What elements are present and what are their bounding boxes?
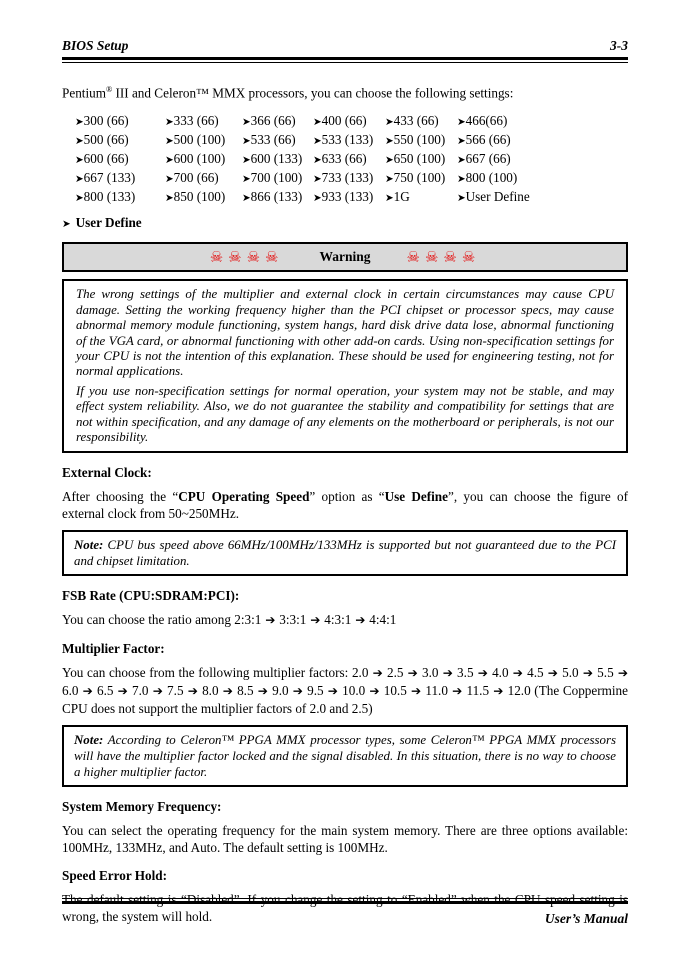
sequence-arrow-icon: ➔: [288, 684, 308, 699]
cpu-speed-option: [457, 131, 628, 150]
cpu-speed-option-label: 433 (66): [393, 113, 439, 129]
cpu-speed-option-label: 700 (66): [173, 170, 219, 186]
arrowhead-icon: ➤: [385, 192, 394, 205]
sequence-arrow-icon: ➔: [473, 666, 493, 681]
warning-paragraph-1: The wrong settings of the multiplier and external clock in certain circumstances may cause CPU damage. Setting the working frequency higher than the PCI chipset or processor specs, may cause abnormal memory module functioning, system hangs, hard disk drive data lose, abnormal functioning of the VGA card, or abnormal functioning with other add-on cards. Using non-specification settings for your CPU is not the intention of this explanation. These should be used for engineering testing, not for normal applications.: [76, 287, 614, 379]
multiplier-sequence: 2.0 ➔ 2.5 ➔ 3.0 ➔ 3.5 ➔ 4.0 ➔ 4.5 ➔ 5.0 ➔ 5.5 ➔ 6.0 ➔ 6.5 ➔ 7.0 ➔ 7.5 ➔ 8.0 ➔ 8.5 ➔ 9.0 ➔ 9.5 ➔ 10.0 ➔ 10.5 ➔ 11.0 ➔ 11.5 ➔ 12.0: [62, 665, 629, 699]
warning-title: Warning: [319, 249, 371, 265]
arrowhead-icon: ➤: [313, 192, 322, 205]
cpu-speed-option-label: 600 (66): [83, 151, 129, 167]
cpu-speed-option: [313, 112, 385, 131]
cpu-speed-option-label: 667 (66): [465, 151, 511, 167]
arrowhead-icon: ➤: [457, 173, 466, 186]
cpu-speed-option-label: 600 (133): [250, 151, 303, 167]
sequence-arrow-icon: ➔: [306, 613, 325, 628]
arrowhead-icon: ➤: [313, 135, 322, 148]
arrowhead-icon: ➤: [165, 135, 174, 148]
sequence-arrow-icon: ➔: [183, 684, 203, 699]
cpu-speed-option: [457, 150, 628, 169]
sequence-arrow-icon: ➔: [113, 684, 133, 699]
sequence-arrow-icon: ➔: [253, 684, 273, 699]
arrowhead-icon: ➤: [313, 116, 322, 129]
header-title: BIOS Setup: [62, 38, 129, 53]
cpu-speed-option: [165, 169, 242, 188]
skull-icons-right: ☠☠☠☠: [406, 247, 481, 266]
cpu-speed-option-label: 750 (100): [393, 170, 446, 186]
arrowhead-icon: ➤: [385, 116, 394, 129]
cpu-speed-option: [242, 169, 313, 188]
arrowhead-icon: ➤: [457, 192, 466, 205]
cpu-speed-option: [385, 188, 457, 207]
cpu-speed-option: [75, 131, 165, 150]
sequence-arrow-icon: ➔: [78, 684, 98, 699]
cpu-speed-option-label: 800 (133): [83, 189, 136, 205]
note-text: Note: According to Celeron™ PPGA MMX processor types, some Celeron™ PPGA MMX processors will have the multiplier factor locked and the signal disabled. In this situation, there is no way to choose a higher multiplier factor.: [74, 733, 616, 780]
cpu-speed-option: [385, 150, 457, 169]
arrowhead-icon: ➤: [457, 135, 466, 148]
system-memory-paragraph: You can select the operating frequency for the main system memory. There are three options available: 100MHz, 133MHz, and Auto. The default setting is 100MHz.: [62, 823, 628, 856]
arrowhead-icon: ➤: [165, 116, 174, 129]
sequence-arrow-icon: ➔: [438, 666, 458, 681]
cpu-speed-option-label: 933 (133): [321, 189, 374, 205]
cpu-speed-option-label: 500 (100): [173, 132, 226, 148]
warning-box: [62, 279, 628, 453]
cpu-speed-option: [242, 131, 313, 150]
arrowhead-icon: ➤: [242, 192, 251, 205]
multiplier-prefix: You can choose from the following multiplier factors:: [62, 665, 352, 681]
sequence-arrow-icon: ➔: [261, 613, 280, 628]
arrowhead-icon: ➤: [457, 154, 466, 167]
cpu-speed-option: [457, 188, 628, 207]
cpu-speed-options: [75, 112, 628, 207]
cpu-speed-option: [385, 131, 457, 150]
arrowhead-icon: ➤: [165, 173, 174, 186]
arrowhead-icon: ➤: [385, 173, 394, 186]
arrowhead-icon: ➤: [313, 154, 322, 167]
sequence-arrow-icon: ➔: [447, 684, 467, 699]
arrowhead-icon: ➤: [165, 154, 174, 167]
cpu-speed-option-label: 466(66): [465, 113, 508, 129]
arrowhead-icon: ➤: [75, 116, 84, 129]
cpu-speed-option: [313, 150, 385, 169]
cpu-speed-option-label: 400 (66): [321, 113, 367, 129]
sequence-arrow-icon: ➔: [406, 684, 426, 699]
section-heading-multiplier: Multiplier Factor:: [62, 641, 165, 657]
sequence-arrow-icon: ➔: [218, 684, 238, 699]
cpu-speed-option: [165, 131, 242, 150]
cpu-speed-option-label: 533 (133): [321, 132, 374, 148]
arrowhead-icon: ➤: [242, 154, 251, 167]
cpu-speed-option-label: 633 (66): [321, 151, 367, 167]
sequence-arrow-icon: ➔: [508, 666, 528, 681]
sequence-arrow-icon: ➔: [368, 666, 387, 681]
arrowhead-icon: ➤: [242, 116, 251, 129]
sequence-arrow-icon: ➔: [365, 684, 384, 699]
section-heading-fsb-rate: FSB Rate (CPU:SDRAM:PCI):: [62, 588, 240, 604]
sequence-arrow-icon: ➔: [613, 666, 629, 681]
cpu-speed-option-label: 866 (133): [250, 189, 303, 205]
arrowhead-icon: ➤: [313, 173, 322, 186]
arrowhead-icon: ➤: [457, 116, 466, 129]
arrowhead-icon: ➤: [75, 154, 84, 167]
fsb-ratio-sequence: 2:3:1 ➔ 3:3:1 ➔ 4:3:1 ➔ 4:4:1: [234, 612, 397, 628]
intro-paragraph: Pentium® III and Celeron™ MMX processors, you can choose the following settings:: [62, 85, 514, 101]
cpu-speed-option: [75, 112, 165, 131]
header-page-number: 3-3: [610, 38, 628, 53]
user-define-option: [62, 214, 628, 233]
cpu-speed-option-label: 700 (100): [250, 170, 303, 186]
multiplier-suffix: (The Coppermine CPU does not support the multiplier factors of 2.0 and 2.5): [62, 683, 629, 717]
fsb-ratio-paragraph: [62, 611, 628, 629]
user-define-label: User Define: [75, 215, 142, 231]
cpu-speed-option: [75, 169, 165, 188]
cpu-speed-option-label: 600 (100): [173, 151, 226, 167]
warning-banner: [62, 242, 628, 272]
cpu-speed-option-label: 550 (100): [393, 132, 446, 148]
arrowhead-icon: ➤: [62, 218, 71, 231]
external-clock-paragraph: After choosing the “CPU Operating Speed” option as “Use Define”, you can choose the figure of external clock from 50~250MHz.: [62, 489, 629, 522]
section-heading-speed-error: Speed Error Hold:: [62, 868, 168, 884]
section-heading-system-memory: System Memory Frequency:: [62, 799, 222, 815]
header-rule: [62, 57, 628, 63]
cpu-speed-option-label: 333 (66): [173, 113, 219, 129]
cpu-speed-option-label: 650 (100): [393, 151, 446, 167]
cpu-speed-option-label: 800 (100): [465, 170, 518, 186]
sequence-arrow-icon: ➔: [578, 666, 598, 681]
cpu-speed-option: [165, 150, 242, 169]
speed-error-paragraph: The default setting is “Disabled”. If you change the setting to “Enabled” when the CPU speed setting is wrong, the system will hold.: [62, 892, 628, 925]
arrowhead-icon: ➤: [242, 173, 251, 186]
cpu-speed-option: [242, 112, 313, 131]
cpu-speed-option: [75, 188, 165, 207]
arrowhead-icon: ➤: [242, 135, 251, 148]
note-box-multiplier: [62, 725, 628, 787]
footer-label: User’s Manual: [544, 911, 628, 926]
cpu-speed-option: [165, 112, 242, 131]
sequence-arrow-icon: ➔: [489, 684, 508, 699]
warning-paragraph-2: If you use non-specification settings for normal operation, your system may not be stable, and may effect system reliability. Also, we do not guarantee the stability and compatibility for settings that are not within specification, and any damage of any elements on the motherboard or peripherals, is not our responsibility.: [76, 383, 614, 445]
sequence-arrow-icon: ➔: [543, 666, 563, 681]
cpu-speed-option: [75, 150, 165, 169]
footer-rule: [62, 898, 628, 904]
cpu-speed-option-label: 500 (66): [83, 132, 129, 148]
cpu-speed-option: [457, 169, 628, 188]
cpu-speed-option: [242, 150, 313, 169]
arrowhead-icon: ➤: [165, 192, 174, 205]
cpu-speed-option-label: 566 (66): [465, 132, 511, 148]
cpu-speed-option: [457, 112, 628, 131]
cpu-speed-option: [385, 112, 457, 131]
cpu-speed-option-label: 1G: [393, 189, 410, 205]
cpu-speed-option-label: 533 (66): [250, 132, 296, 148]
cpu-speed-option: [313, 169, 385, 188]
arrowhead-icon: ➤: [385, 154, 394, 167]
sequence-arrow-icon: ➔: [148, 684, 168, 699]
cpu-speed-option-label: User Define: [465, 189, 530, 205]
arrowhead-icon: ➤: [75, 135, 84, 148]
arrowhead-icon: ➤: [75, 192, 84, 205]
multiplier-paragraph: [62, 664, 628, 717]
cpu-speed-option-label: 300 (66): [83, 113, 129, 129]
cpu-speed-option-label: 667 (133): [83, 170, 136, 186]
arrowhead-icon: ➤: [75, 173, 84, 186]
cpu-speed-option: [385, 169, 457, 188]
cpu-speed-option: [313, 188, 385, 207]
note-box-bus-speed: [62, 530, 628, 576]
cpu-speed-option-label: 733 (133): [321, 170, 374, 186]
note-text: Note: CPU bus speed above 66MHz/100MHz/133MHz is supported but not guaranteed due to the PCI and chipset limitation.: [74, 538, 616, 569]
cpu-speed-option-label: 366 (66): [250, 113, 296, 129]
cpu-speed-option-label: 850 (100): [173, 189, 226, 205]
page-header: [62, 38, 628, 54]
skull-icons-left: ☠☠☠☠: [209, 247, 284, 266]
arrowhead-icon: ➤: [385, 135, 394, 148]
cpu-speed-option: [242, 188, 313, 207]
cpu-speed-option: [313, 131, 385, 150]
cpu-speed-option: [165, 188, 242, 207]
fsb-ratio-prefix: You can choose the ratio among: [62, 612, 235, 628]
sequence-arrow-icon: ➔: [323, 684, 343, 699]
section-heading-external-clock: External Clock:: [62, 465, 152, 481]
sequence-arrow-icon: ➔: [351, 613, 370, 628]
page-footer: [62, 898, 628, 927]
sequence-arrow-icon: ➔: [403, 666, 423, 681]
